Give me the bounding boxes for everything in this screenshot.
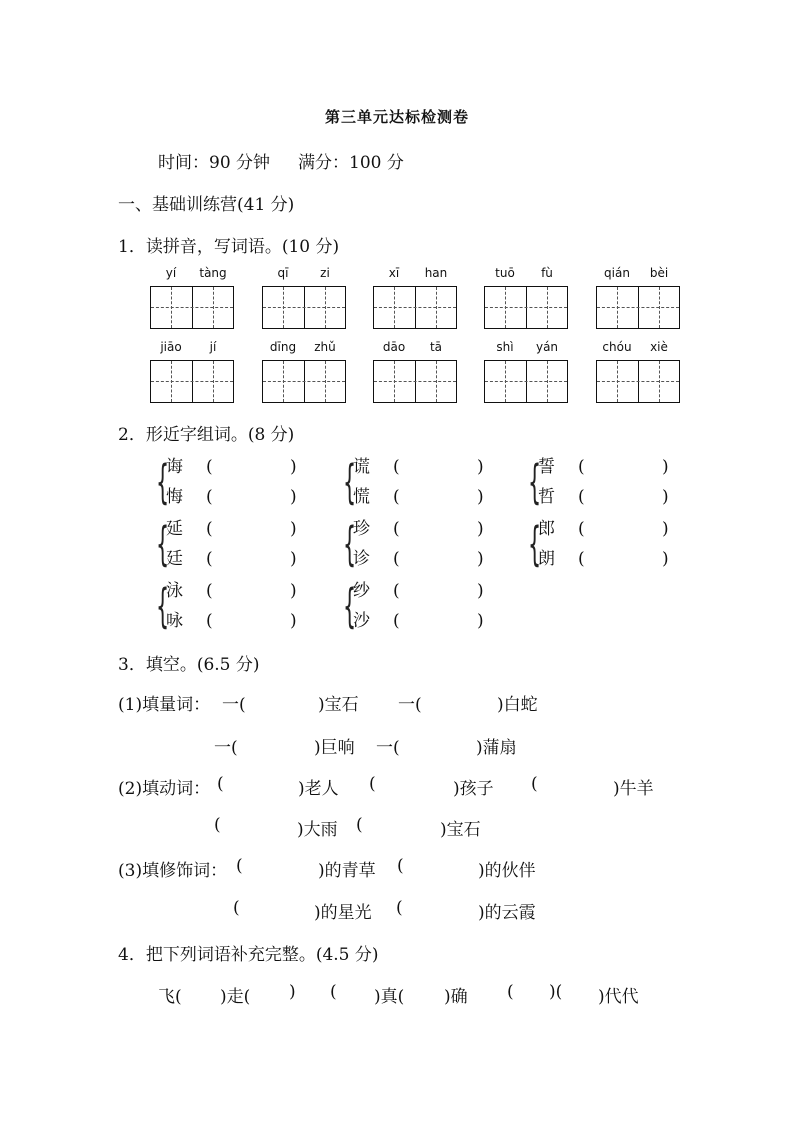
brace-icon: { [343, 455, 357, 509]
paren-open: ( [393, 457, 400, 477]
char-pair [156, 576, 346, 636]
blank-close-text: )巨响 [314, 738, 355, 758]
blank-close-text: )大雨 [297, 820, 338, 840]
paren-close: ) [290, 611, 297, 631]
pinyin-syllable: jí [209, 340, 217, 354]
blank-open: ( [396, 898, 403, 918]
blank-close-text: )的青草 [318, 861, 376, 881]
base-char: 珍 [353, 519, 370, 539]
page-title: 第三单元达标检测卷 [324, 108, 469, 126]
base-char: 泳 [166, 581, 183, 601]
pinyin-syllable: xī [388, 266, 400, 280]
pinyin-label [373, 340, 457, 358]
pinyin-label [596, 340, 680, 358]
base-char: 郎 [538, 519, 555, 539]
q4-seg: 飞( [158, 987, 182, 1007]
q4-seg: ( [330, 982, 337, 1002]
paren-open: ( [578, 487, 585, 507]
pinyin-syllable: tā [429, 340, 443, 354]
brace-icon: { [343, 517, 357, 571]
q3-p1-label: (1)填量词： [118, 695, 211, 715]
paren-open: ( [578, 457, 585, 477]
pinyin-label [262, 340, 346, 358]
char-row [166, 482, 297, 512]
exam-meta [158, 148, 404, 173]
paren-open: ( [206, 457, 213, 477]
char-pair [156, 452, 346, 512]
paren-close: ) [290, 519, 297, 539]
paren-close: ) [290, 581, 297, 601]
blank-open: ( [356, 815, 363, 835]
time-limit: 时间：90 分钟 [158, 153, 271, 173]
blank-open: ( [531, 774, 538, 794]
pinyin-syllable: xiè [650, 340, 668, 354]
blank-open: ( [217, 774, 224, 794]
blank-close-text: )宝石 [318, 695, 359, 715]
blank-open: 一( [376, 738, 400, 758]
char-pair [528, 452, 718, 512]
brace-icon: { [156, 455, 170, 509]
q4-seg: )( [549, 982, 563, 1002]
q2-heading: 2．形近字组词。(8 分) [118, 425, 295, 445]
char-row [538, 514, 669, 544]
blank-close-text: )牛羊 [613, 779, 654, 799]
char-row [353, 576, 484, 606]
paren-open: ( [206, 581, 213, 601]
q3-p2-label: (2)填动词： [118, 779, 211, 799]
q1-heading: 1．读拼音，写词语。(10 分) [118, 237, 340, 257]
pinyin-syllable: qián [604, 266, 630, 280]
blank-open: ( [233, 898, 240, 918]
writing-box[interactable] [262, 286, 346, 329]
brace-icon: { [528, 455, 542, 509]
pinyin-syllable: dīng [269, 340, 297, 354]
char-pair [156, 514, 346, 574]
pinyin-syllable: qī [277, 266, 289, 280]
paren-close: ) [290, 549, 297, 569]
brace-icon: { [156, 517, 170, 571]
blank-close-text: )宝石 [440, 820, 481, 840]
blank-open: ( [397, 856, 404, 876]
writing-box[interactable] [262, 360, 346, 403]
paren-open: ( [393, 549, 400, 569]
paren-close: ) [477, 549, 484, 569]
base-char: 延 [166, 519, 183, 539]
pinyin-label [262, 266, 346, 284]
pinyin-label [150, 340, 234, 358]
paren-close: ) [662, 457, 669, 477]
blank-open: 一( [214, 738, 238, 758]
char-row [353, 452, 484, 482]
char-pair [343, 576, 533, 636]
writing-box[interactable] [150, 286, 234, 329]
q4-seg: )确 [444, 987, 468, 1007]
char-pair [528, 514, 718, 574]
char-row [538, 452, 669, 482]
paren-close: ) [662, 519, 669, 539]
paren-open: ( [393, 581, 400, 601]
blank-open: ( [214, 815, 221, 835]
base-char: 诲 [166, 457, 183, 477]
pinyin-syllable: yán [535, 340, 559, 354]
char-pair [343, 514, 533, 574]
paren-open: ( [393, 519, 400, 539]
blank-close-text: )白蛇 [497, 695, 538, 715]
pinyin-label [484, 340, 568, 358]
pinyin-syllable: dāo [382, 340, 406, 354]
base-char: 咏 [166, 611, 183, 631]
paren-open: ( [206, 611, 213, 631]
char-row [166, 514, 297, 544]
full-score: 满分：100 分 [298, 153, 404, 173]
q4-seg: )代代 [598, 987, 639, 1007]
blank-close-text: )的星光 [314, 903, 372, 923]
q4-seg: ( [507, 982, 514, 1002]
char-row [353, 606, 484, 636]
blank-open: 一( [222, 695, 246, 715]
char-pair [343, 452, 533, 512]
paren-close: ) [290, 457, 297, 477]
section-heading: 一、基础训练营(41 分) [118, 195, 295, 215]
brace-icon: { [528, 517, 542, 571]
base-char: 沙 [353, 611, 370, 631]
blank-close-text: )的伙伴 [478, 861, 536, 881]
paren-open: ( [206, 487, 213, 507]
writing-box[interactable] [373, 360, 457, 403]
pinyin-syllable: jiāo [160, 340, 182, 354]
paren-close: ) [662, 487, 669, 507]
pinyin-syllable: chóu [602, 340, 632, 354]
blank-close-text: )孩子 [453, 779, 494, 799]
base-char: 诊 [353, 549, 370, 569]
char-row [166, 606, 297, 636]
base-char: 廷 [166, 549, 183, 569]
pinyin-syllable: fù [541, 266, 553, 280]
writing-box[interactable] [373, 286, 457, 329]
paren-close: ) [477, 611, 484, 631]
pinyin-label [596, 266, 680, 284]
pinyin-syllable: han [424, 266, 448, 280]
pinyin-syllable: zhǔ [314, 340, 336, 354]
char-row [538, 482, 669, 512]
paren-close: ) [477, 487, 484, 507]
q3-p3-label: (3)填修饰词： [118, 861, 228, 881]
pinyin-syllable: tàng [199, 266, 227, 280]
pinyin-syllable: zi [320, 266, 330, 280]
paren-open: ( [578, 519, 585, 539]
q4-seg: )走( [220, 987, 251, 1007]
writing-box[interactable] [150, 360, 234, 403]
blank-open: ( [369, 774, 376, 794]
blank-open: 一( [398, 695, 422, 715]
paren-open: ( [206, 549, 213, 569]
paren-close: ) [477, 581, 484, 601]
writing-box[interactable] [484, 286, 568, 329]
blank-close-text: )蒲扇 [476, 738, 517, 758]
base-char: 哲 [538, 487, 555, 507]
q4-seg: ) [289, 982, 296, 1002]
writing-box[interactable] [484, 360, 568, 403]
char-row [538, 544, 669, 574]
paren-close: ) [477, 457, 484, 477]
base-char: 纱 [353, 581, 370, 601]
char-row [166, 576, 297, 606]
brace-icon: { [156, 579, 170, 633]
blank-close-text: )的云霞 [478, 903, 536, 923]
writing-box[interactable] [596, 286, 680, 329]
paren-open: ( [393, 611, 400, 631]
q4-heading: 4．把下列词语补充完整。(4.5 分) [118, 945, 379, 965]
paren-close: ) [477, 519, 484, 539]
base-char: 誓 [538, 457, 555, 477]
pinyin-syllable: bèi [649, 266, 669, 280]
writing-box[interactable] [596, 360, 680, 403]
base-char: 慌 [353, 487, 370, 507]
q4-seg: )真( [374, 987, 405, 1007]
char-row [353, 514, 484, 544]
base-char: 朗 [538, 549, 555, 569]
blank-close-text: )老人 [298, 779, 339, 799]
paren-close: ) [290, 487, 297, 507]
pinyin-syllable: yí [165, 266, 177, 280]
char-row [166, 452, 297, 482]
pinyin-syllable: shì [496, 340, 514, 354]
char-row [353, 544, 484, 574]
pinyin-label [150, 266, 234, 284]
paren-close: ) [662, 549, 669, 569]
base-char: 悔 [166, 487, 183, 507]
blank-open: ( [236, 856, 243, 876]
pinyin-label [373, 266, 457, 284]
brace-icon: { [343, 579, 357, 633]
q3-heading: 3．填空。(6.5 分) [118, 655, 260, 675]
char-row [353, 482, 484, 512]
pinyin-syllable: tuō [495, 266, 515, 280]
base-char: 谎 [353, 457, 370, 477]
paren-open: ( [206, 519, 213, 539]
paren-open: ( [393, 487, 400, 507]
pinyin-label [484, 266, 568, 284]
paren-open: ( [578, 549, 585, 569]
char-row [166, 544, 297, 574]
